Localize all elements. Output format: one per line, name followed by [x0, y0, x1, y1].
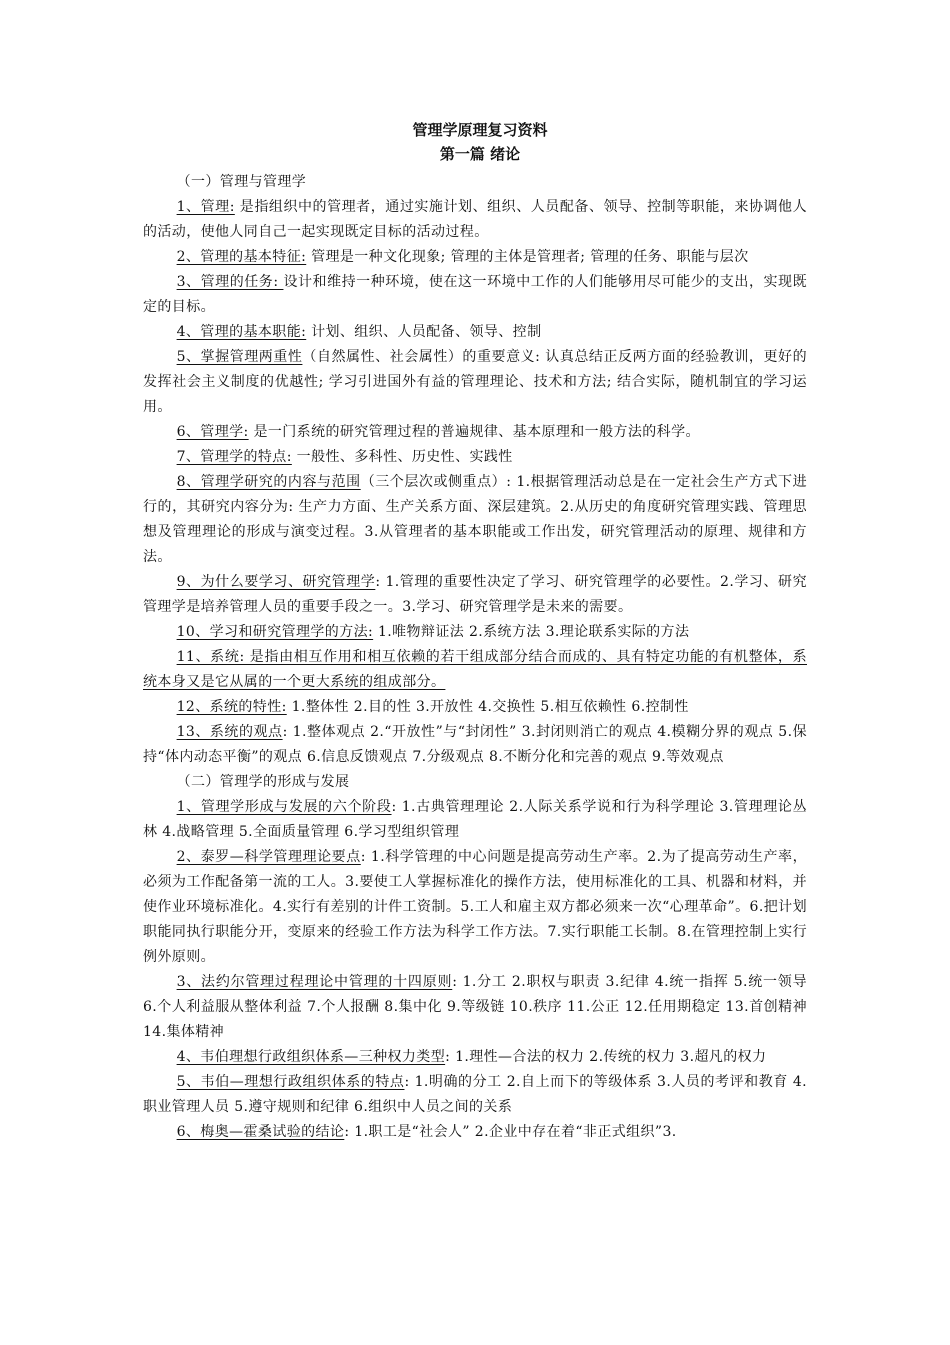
term-description: : 1.职工是“社会人” 2.企业中存在着“非正式组织”3.: [344, 1124, 677, 1140]
definition-paragraph: [143, 1120, 807, 1145]
definition-paragraph: [143, 795, 807, 845]
document-page: [143, 118, 807, 1145]
definition-paragraph: [143, 345, 807, 420]
term-label: 7、管理学的特点:: [176, 449, 292, 465]
definition-paragraph: [143, 720, 807, 770]
term-label: 3、管理的任务:: [176, 274, 284, 290]
term-description: 设计和维持一种环境，使在这一环境中工作的人们能够用尽可能少的支出，实现既定的目标。: [143, 274, 807, 315]
term-description: : 1.整体观点 2.“开放性”与“封闭性” 3.封闭则消亡的观点 4.模糊分界的观点 5.保持“体内动态平衡”的观点 6.信息反馈观点 7.分级观点 8.不断分化和完善的观点 9.等效观点: [143, 724, 807, 765]
definition-paragraph: [143, 420, 807, 445]
term-label: 10、学习和研究管理学的方法:: [176, 624, 374, 640]
term-label: 1、管理学形成与发展的六个阶段: [176, 799, 392, 815]
section-heading: （二）管理学的形成与发展: [176, 774, 350, 790]
term-description: 计划、组织、人员配备、领导、控制: [306, 324, 542, 340]
definition-paragraph: [143, 470, 807, 570]
term-label: 6、梅奥—霍桑试验的结论: [176, 1124, 345, 1140]
document-body: [143, 170, 807, 1145]
term-label: 1、管理:: [176, 199, 235, 215]
term-description: （自然属性、社会属性）的重要意义: 认真总结正反两方面的经验教训，更好的发挥社会主义制度的优越性; 学习引进国外有益的管理理论、技术和方法; 结合实际，随机制宜的学习运用。: [143, 349, 807, 415]
definition-paragraph: [143, 1070, 807, 1120]
definition-paragraph: [143, 270, 807, 320]
term-label: 2、泰罗—科学管理理论要点: [176, 849, 361, 865]
term-description: 1.整体性 2.目的性 3.开放性 4.交换性 5.相互依赖性 6.控制性: [286, 699, 689, 715]
term-description: : 1.古典管理理论 2.人际关系学说和行为科学理论 3.管理理论丛林 4.战略管理 5.全面质量管理 6.学习型组织管理: [143, 799, 807, 840]
term-description: （三个层次或侧重点）: 1.根据管理活动总是在一定社会生产方式下进行的，其研究内容分为: 生产力方面、生产关系方面、深层建筑。2.从历史的角度研究管理实践、管理思想及管理理论的形成与演变过程。3.从管理者的基本职能或工作出发，研究管理活动的原理、规律和方法。: [143, 474, 807, 565]
term-description: 是指组织中的管理者，通过实施计划、组织、人员配备、领导、控制等职能，来协调他人的活动，使他人同自己一起实现既定目标的活动过程。: [143, 199, 807, 240]
term-description: 是一门系统的研究管理过程的普遍规律、基本原理和一般方法的科学。: [248, 424, 700, 440]
term-description: : 1.科学管理的中心问题是提高劳动生产率。2.为了提高劳动生产率，必须为工作配备第一流的工人。3.要使工人掌握标准化的操作方法，使用标准化的工具、机器和材料，并使作业环境标准化。4.实行有差别的计件工资制。5.工人和雇主双方都必须来一次“心理革命”。6.把计划职能同执行职能分开，变原来的经验工作方法为科学工作方法。7.实行职能工长制。8.在管理控制上实行例外原则。: [143, 849, 807, 965]
term-label: 4、韦伯理想行政组织体系—三种权力类型: [176, 1049, 446, 1065]
definition-paragraph: [143, 695, 807, 720]
definition-paragraph: [143, 845, 807, 970]
term-label: 6、管理学:: [176, 424, 249, 440]
definition-paragraph: [143, 1045, 807, 1070]
section-heading: （一）管理与管理学: [176, 174, 307, 190]
term-description: 1.唯物辩证法 2.系统方法 3.理论联系实际的方法: [373, 624, 690, 640]
definition-paragraph: [143, 320, 807, 345]
term-description: 一般性、多科性、历史性、实践性: [291, 449, 513, 465]
term-label: 9、为什么要学习、研究管理学: [176, 574, 376, 590]
definition-paragraph: [143, 195, 807, 245]
term-description: : 1.分工 2.职权与职责 3.纪律 4.统一指挥 5.统一领导 6.个人利益服从整体利益 7.个人报酬 8.集中化 9.等级链 10.秩序 11.公正 12.任用期稳定 13.首创精神 14.集体精神: [143, 974, 807, 1040]
definition-paragraph: [143, 245, 807, 270]
definition-paragraph: [143, 645, 807, 695]
term-label: 5、掌握管理两重性: [176, 349, 303, 365]
definition-paragraph: [143, 570, 807, 620]
chapter-title: 第一篇 绪论: [439, 145, 521, 163]
definition-paragraph: [143, 445, 807, 470]
term-description: : 1.明确的分工 2.自上而下的等级体系 3.人员的考评和教育 4.职业管理人员 5.遵守规则和纪律 6.组织中人员之间的关系: [143, 1074, 808, 1115]
term-label: 13、系统的观点: [176, 724, 283, 740]
term-label: 2、管理的基本特征:: [176, 249, 307, 265]
term-description: : 1.管理的重要性决定了学习、研究管理学的必要性。2.学习、研究管理学是培养管理人员的重要手段之一。3.学习、研究管理学是未来的需要。: [143, 574, 807, 615]
term-label: 3、法约尔管理过程理论中管理的十四原则: [176, 974, 453, 990]
document-title: 管理学原理复习资料: [412, 121, 548, 139]
term-description: : 1.理性—合法的权力 2.传统的权力 3.超凡的权力: [445, 1049, 767, 1065]
definition-paragraph: [143, 970, 807, 1045]
term-label: 5、韦伯—理想行政组织体系的特点: [176, 1074, 405, 1090]
term-description: 管理是一种文化现象; 管理的主体是管理者; 管理的任务、职能与层次: [306, 249, 749, 265]
term-label: 4、管理的基本职能:: [176, 324, 307, 340]
term-label: 8、管理学研究的内容与范围: [176, 474, 361, 490]
definition-paragraph: [143, 620, 807, 645]
term-label: 12、系统的特性:: [176, 699, 287, 715]
underlined-paragraph-text: 11、系统: 是指由相互作用和相互依赖的若干组成部分结合而成的、具有特定功能的有机整体，系统本身又是它从属的一个更大系统的组成部分。: [143, 649, 807, 690]
